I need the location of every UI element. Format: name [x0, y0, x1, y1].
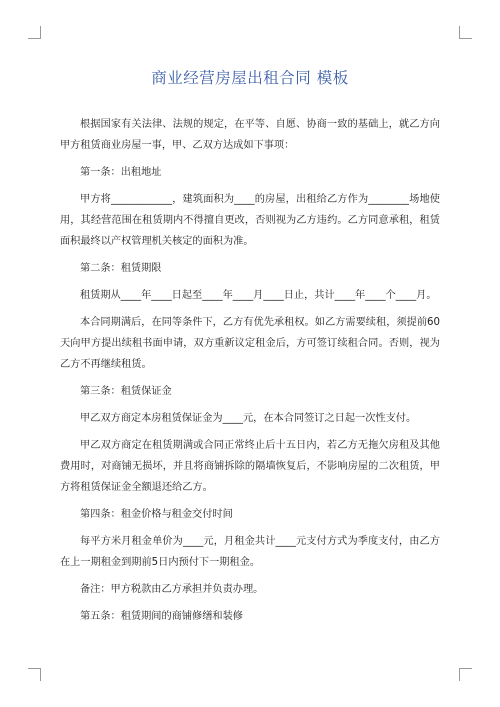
paragraph-tax-note: 备注：甲方税款由乙方承担并负责办理。 — [80, 584, 264, 595]
paragraph-rent-payment: 每平方米月租金单价为____元，月租金共计____元支付方式为季度支付，由乙方在上一期租金到期前5日内预付下一期租金。 — [60, 536, 440, 568]
clause-heading-1: 第一条：出租地址 — [80, 167, 162, 178]
paragraph-deposit-amount: 甲乙双方商定本房租赁保证金为____元，在本合同签订之日起一次性支付。 — [80, 413, 417, 424]
clause-heading-3: 第三条：租赁保证金 — [80, 386, 172, 397]
paragraph-preamble: 根据国家有关法律、法规的规定，在平等、自愿、协商一致的基础上，就乙方向甲方租赁商业房屋一事，甲、乙双方达成如下事项： — [60, 119, 440, 151]
paragraph-lease-term: 租赁期从____年____日起至____年____月____日止，共计____年____个____月。 — [80, 290, 437, 301]
document-page — [60, 66, 440, 633]
paragraph-rental-address: 甲方将____________，建筑面积为____的房屋，出租给乙方作为________场地使用，其经营范围在租赁期内不得擅自更改，否则视为乙方违约。乙方同意承租，租赁面积最终以产权管理机关核定的面积为准。 — [60, 194, 440, 247]
paragraph-renewal: 本合同期满后，在同等条件下，乙方有优先承租权。如乙方需要续租，须提前60天向甲方提出续租书面申请，双方重新议定租金后，方可签订续租合同。否则，视为乙方不再继续租赁。 — [60, 317, 440, 370]
corner-mark-bottom-right — [459, 668, 472, 681]
corner-mark-top-right — [459, 26, 472, 39]
clause-heading-2: 第二条：租赁期限 — [80, 263, 162, 274]
corner-mark-top-left — [28, 26, 41, 39]
clause-heading-4: 第四条：租金价格与租金交付时间 — [80, 509, 233, 520]
clause-heading-5: 第五条：租赁期间的商铺修缮和装修 — [80, 611, 243, 622]
paragraph-deposit-refund: 甲乙双方商定在租赁期满或合同正常终止后十五日内，若乙方无拖欠房租及其他费用时，对商铺无损坏，并且将商铺拆除的隔墙恢复后，不影响房屋的二次租赁，甲方将租赁保证金全额退还给乙方。 — [60, 440, 440, 493]
corner-mark-bottom-left — [28, 668, 41, 681]
document-title: 商业经营房屋出租合同 模板 — [151, 69, 349, 87]
